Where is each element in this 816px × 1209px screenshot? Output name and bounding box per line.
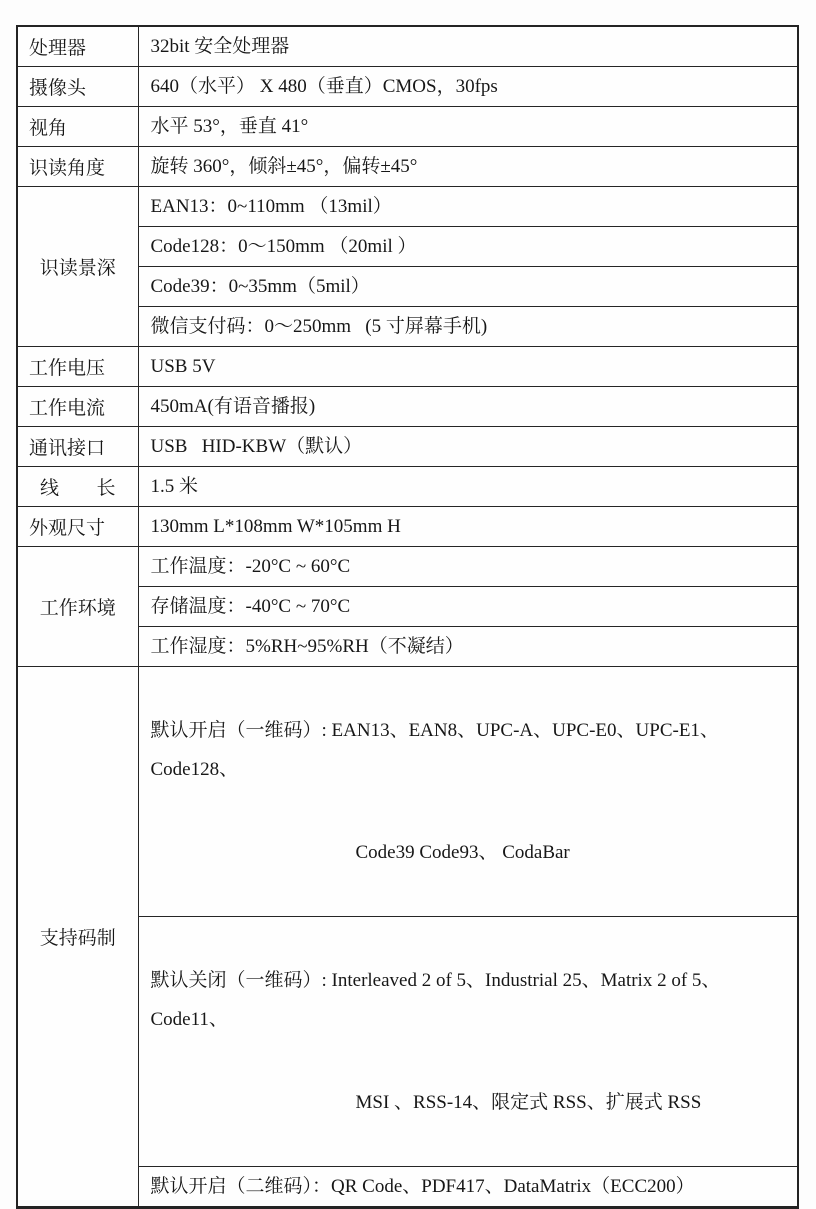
spec-label-depth-of-field: 识读景深 [17, 187, 138, 347]
spec-label-read-angle: 识读角度 [17, 147, 138, 187]
spec-label-voltage: 工作电压 [17, 347, 138, 387]
spec-row-view-angle [17, 107, 798, 147]
spec-value-symbologies-1d-on [138, 667, 798, 917]
spec-value-dof-wechat: 微信支付码：0～250mm (5 寸屏幕手机) [138, 307, 798, 347]
spec-value-cable-length: 1.5 米 [138, 467, 798, 507]
spec-value-dof-ean13: EAN13：0~110mm （13mil） [138, 187, 798, 227]
spec-row-read-angle [17, 147, 798, 187]
spec-label-dimensions: 外观尺寸 [17, 507, 138, 547]
spec-row-camera [17, 67, 798, 107]
spec-row-depth-of-field [17, 187, 798, 227]
spec-value-env-humidity: 工作湿度：5%RH~95%RH（不凝结） [138, 627, 798, 667]
spec-value-interface: USB HID-KBW（默认） [138, 427, 798, 467]
spec-row-dimensions [17, 507, 798, 547]
spec-label-environment: 工作环境 [17, 547, 138, 667]
spec-value-env-operating-temp: 工作温度：-20°C ~ 60°C [138, 547, 798, 587]
spec-row-voltage [17, 347, 798, 387]
symbologies-1d-off-line2: MSI 、RSS-14、限定式 RSS、扩展式 RSS [355, 1092, 702, 1113]
spec-value-dof-code39: Code39：0~35mm（5mil） [138, 267, 798, 307]
spec-row-environment [17, 547, 798, 587]
spec-label-camera: 摄像头 [17, 67, 138, 107]
spec-row-cable-length [17, 467, 798, 507]
spec-label-processor: 处理器 [17, 26, 138, 67]
spec-table [16, 25, 799, 1209]
spec-value-symbologies-1d-off [138, 917, 798, 1167]
spec-value-current: 450mA(有语音播报) [138, 387, 798, 427]
spec-row-interface [17, 427, 798, 467]
spec-value-symbologies-2d-on: 默认开启（二维码）：QR Code、PDF417、DataMatrix（ECC200） [138, 1167, 798, 1208]
spec-row-symbologies [17, 667, 798, 917]
spec-label-cable-length: 线 长 [17, 467, 138, 507]
spec-row-processor [17, 26, 798, 67]
spec-value-read-angle: 旋转 360°，倾斜±45°，偏转±45° [138, 147, 798, 187]
symbologies-1d-off-line1: 默认关闭（一维码）: Interleaved 2 of 5、Industrial 25、Matrix 2 of 5、Code11、 [150, 970, 721, 1030]
spec-value-dimensions: 130mm L*108mm W*105mm H [138, 507, 798, 547]
spec-label-view-angle: 视角 [17, 107, 138, 147]
symbologies-1d-on-line2: Code39 Code93、 CodaBar [355, 842, 570, 863]
spec-value-env-storage-temp: 存储温度：-40°C ~ 70°C [138, 587, 798, 627]
spec-value-dof-code128: Code128：0～150mm （20mil ） [138, 227, 798, 267]
spec-label-symbologies: 支持码制 [17, 667, 138, 1208]
spec-label-interface: 通讯接口 [17, 427, 138, 467]
spec-value-view-angle: 水平 53°，垂直 41° [138, 107, 798, 147]
spec-label-current: 工作电流 [17, 387, 138, 427]
symbologies-1d-on-line1: 默认开启（一维码）: EAN13、EAN8、UPC-A、UPC-E0、UPC-E1、Code128、 [150, 720, 719, 780]
spec-value-camera: 640（水平） X 480（垂直）CMOS，30fps [138, 67, 798, 107]
spec-row-current [17, 387, 798, 427]
spec-value-processor: 32bit 安全处理器 [138, 26, 798, 67]
spec-value-voltage: USB 5V [138, 347, 798, 387]
